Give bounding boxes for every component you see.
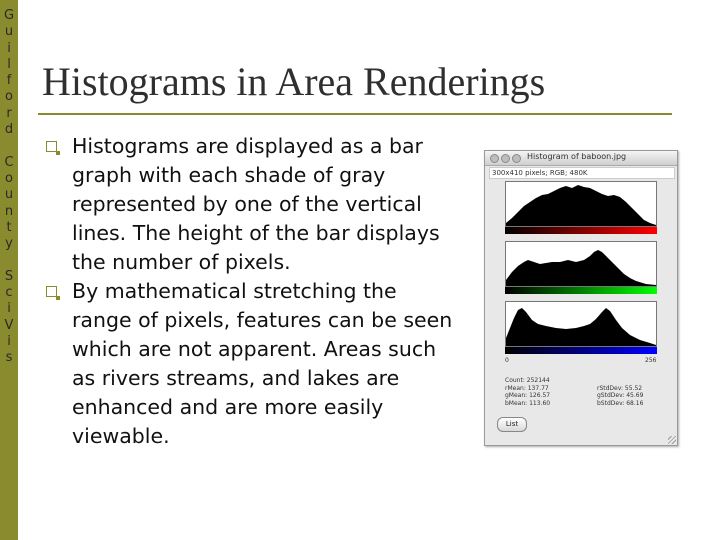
sidebar-letter — [0, 252, 18, 268]
bullet-item — [46, 132, 456, 277]
stat-g-std: gStdDev: 45.69 — [597, 392, 644, 399]
sidebar-letter: y — [5, 236, 13, 252]
minimize-window-button[interactable] — [501, 154, 510, 163]
histogram-red-panel — [505, 181, 657, 227]
stat-b-mean: bMean: 113.60 — [505, 399, 551, 407]
stat-b-std: bStdDev: 68.16 — [597, 399, 644, 407]
sidebar-letter — [0, 138, 18, 154]
sidebar-letter: S — [4, 268, 14, 284]
sidebar-vertical-text — [0, 8, 18, 367]
histogram-green-shape — [506, 250, 656, 286]
sidebar-letter: c — [5, 285, 13, 301]
square-bullet-icon — [46, 286, 57, 297]
histogram-window — [484, 150, 678, 446]
histogram-blue-shape — [506, 308, 656, 346]
window-titlebar[interactable] — [485, 151, 677, 166]
sidebar-letter: n — [4, 203, 14, 219]
green-gradient-bar — [505, 287, 657, 294]
bullet-text: By mathematical stretching the range of pixels, features can be seen which are not apparent. Areas such as rivers streams, and lakes are enhanced and are more easily viewable. — [72, 279, 453, 448]
sidebar-letter: s — [5, 350, 13, 366]
sidebar-letter: o — [5, 89, 13, 105]
image-info: 300x410 pixels; RGB; 480K — [489, 167, 675, 179]
title-divider — [38, 113, 672, 115]
bullet-list — [46, 132, 456, 451]
sidebar-letter: i — [7, 40, 11, 56]
axis-min-label: 0 — [505, 357, 509, 364]
resize-grip-icon[interactable] — [668, 436, 676, 444]
sidebar-letter: C — [4, 154, 14, 170]
histogram-stats — [505, 377, 665, 407]
histogram-blue-panel — [505, 301, 657, 347]
sidebar-letter: u — [4, 187, 14, 203]
histogram-green-graph — [506, 242, 656, 286]
window-title: Histogram of baboon.jpg — [527, 152, 627, 161]
zoom-window-button[interactable] — [512, 154, 521, 163]
sidebar-letter: r — [6, 105, 12, 121]
histogram-green-panel — [505, 241, 657, 287]
histogram-blue-graph — [506, 302, 656, 346]
sidebar-letter: d — [4, 122, 14, 138]
bullet-text: Histograms are displayed as a bar graph with each shade of gray represented by one of the vertical lines. The height of the bar displays the number of pixels. — [72, 134, 440, 274]
sidebar-letter: t — [6, 219, 12, 235]
sidebar-letter: l — [7, 56, 11, 72]
sidebar-letter: f — [6, 73, 12, 89]
blue-gradient-bar — [505, 347, 657, 354]
sidebar-letter: i — [7, 301, 11, 317]
stat-r-std: rStdDev: 55.52 — [597, 384, 643, 392]
axis-max-label: 256 — [645, 357, 657, 364]
stat-g-mean: gMean: 126.57 — [505, 392, 551, 399]
stat-count: Count: 252144 — [505, 377, 550, 384]
stat-std-column — [597, 385, 643, 408]
sidebar-letter: V — [4, 317, 14, 333]
bullet-item — [46, 277, 456, 451]
histogram-red-shape — [506, 185, 656, 226]
slide-title: Histograms in Area Renderings — [42, 59, 546, 104]
sidebar-letter: i — [7, 333, 11, 349]
stat-r-mean: rMean: 137.77 — [505, 384, 549, 392]
histogram-red-graph — [506, 182, 656, 226]
close-window-button[interactable] — [490, 154, 499, 163]
red-gradient-bar — [505, 227, 657, 234]
sidebar-letter: G — [3, 8, 15, 23]
sidebar-letter: o — [5, 170, 13, 186]
list-button[interactable]: List — [497, 417, 527, 432]
sidebar-letter: u — [4, 24, 14, 40]
square-bullet-icon — [46, 141, 57, 152]
sidebar-band — [0, 0, 18, 540]
